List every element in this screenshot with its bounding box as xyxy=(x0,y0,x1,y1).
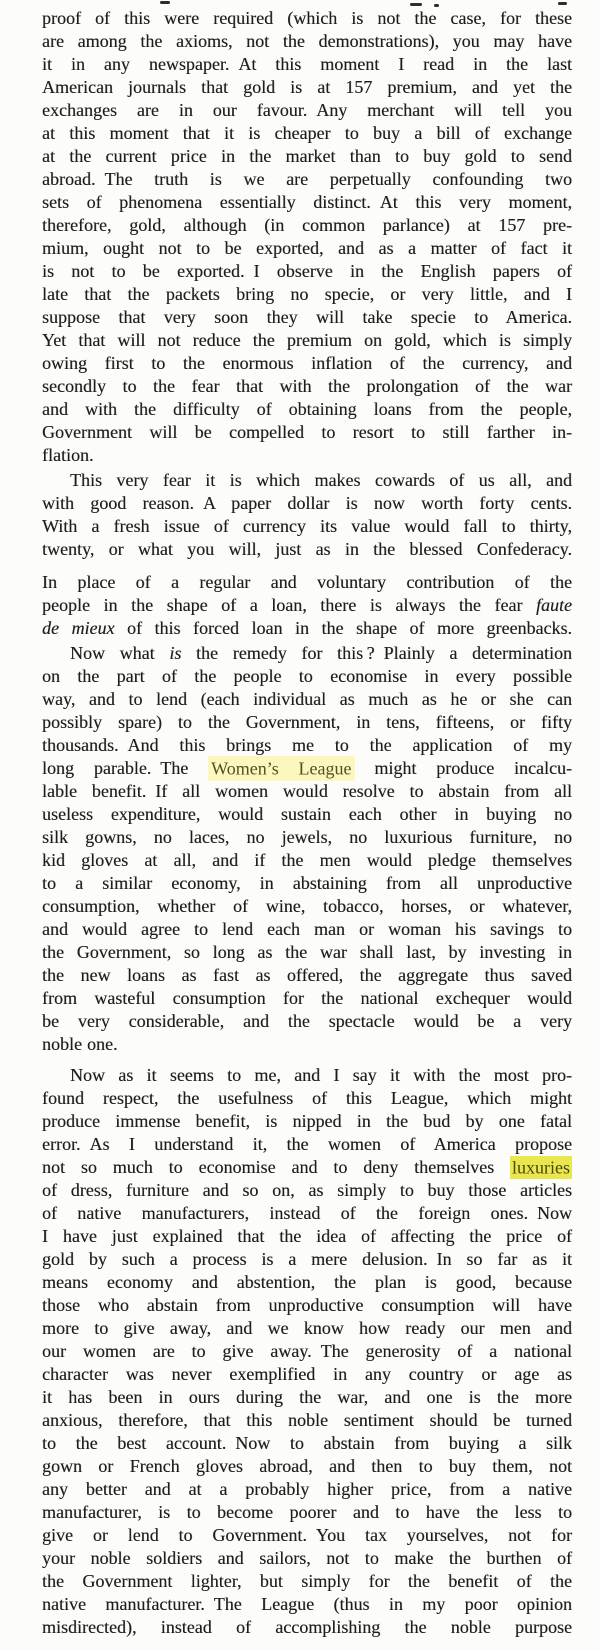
text-segment: the Government lighter, but simply for the benefit of the xyxy=(42,1571,572,1591)
text-line xyxy=(42,7,572,30)
text-line xyxy=(42,1455,572,1478)
text-segment: at the current price in the market than to buy gold to send xyxy=(42,146,572,166)
text-segment: proof of this were required (which is not the case, for these xyxy=(42,8,572,28)
text-segment: are among the axioms, not the demonstrations), you may have xyxy=(42,31,572,51)
text-line xyxy=(42,1386,572,1409)
page-text xyxy=(42,7,572,1639)
text-segment: the new loans as fast as offered, the aggregate thus saved xyxy=(42,965,572,985)
text-segment: owing first to the enormous inflation of the currency, and xyxy=(42,353,572,373)
text-line xyxy=(42,1570,572,1593)
text-segment: flation. xyxy=(42,445,94,465)
text-segment: silk gowns, no laces, no jewels, no luxurious furniture, no xyxy=(42,827,572,847)
crop-artifact-mark xyxy=(434,4,439,7)
text-line xyxy=(42,352,572,375)
text-line xyxy=(42,1110,572,1133)
italic-text-segment: faute xyxy=(536,595,572,615)
italic-text-segment: de mieux xyxy=(42,618,115,638)
crop-artifact-mark xyxy=(410,3,422,6)
text-line xyxy=(42,168,572,191)
text-segment: possibly spare) to the Government, in tens, fifteens, or fifty xyxy=(42,712,572,732)
text-segment: therefore, gold, although (in common parlance) at 157 pre- xyxy=(42,215,572,235)
text-segment: With a fresh issue of currency its value would fall to thirty, xyxy=(42,516,572,536)
text-line xyxy=(42,538,572,561)
text-segment: exchanges are in our favour. Any merchant will tell you xyxy=(42,100,572,120)
text-segment: it in any newspaper. At this moment I read in the last xyxy=(42,54,572,74)
text-segment: late that the packets bring no specie, or very little, and I xyxy=(42,284,572,304)
text-line xyxy=(42,1202,572,1225)
text-line xyxy=(42,1033,572,1056)
text-segment: kid gloves at all, and if the men would pledge themselves xyxy=(42,850,572,870)
text-line xyxy=(42,1340,572,1363)
text-segment: to the best account. Now to abstain from buying a silk xyxy=(42,1433,572,1453)
text-line xyxy=(42,375,572,398)
text-segment: our women are to give away. The generosity of a national xyxy=(42,1341,572,1361)
text-segment: way, and to lend (each individual as much as he or she can xyxy=(42,689,572,709)
text-segment: the Government, so long as the war shall last, by investing in xyxy=(42,942,572,962)
text-line xyxy=(42,918,572,941)
text-line xyxy=(42,642,572,665)
text-line xyxy=(42,1271,572,1294)
text-segment: might produce incalcu- xyxy=(354,758,572,778)
paragraph xyxy=(42,571,572,640)
text-line xyxy=(42,1294,572,1317)
text-segment: it has been in ours during the war, and one is the more xyxy=(42,1387,572,1407)
text-line xyxy=(42,1225,572,1248)
text-segment: of native manufacturers, instead of the foreign ones. Now xyxy=(42,1203,572,1223)
text-line xyxy=(42,1179,572,1202)
text-segment: Now as it seems to me, and I say it with the most pro- xyxy=(70,1065,572,1085)
text-segment: gown or French gloves abroad, and then to buy them, not xyxy=(42,1456,572,1476)
text-segment: misdirected), instead of accomplishing the noble purpose xyxy=(42,1617,572,1637)
text-segment: manufacturer, is to become poorer and to have the less to xyxy=(42,1502,572,1522)
text-line xyxy=(42,329,572,352)
paragraph xyxy=(42,469,572,561)
text-segment: be very considerable, and the spectacle would be a very xyxy=(42,1011,572,1031)
text-segment: produce immense benefit, is nipped in the bud by one fatal xyxy=(42,1111,572,1131)
text-segment: and with the difficulty of obtaining loans from the people, xyxy=(42,399,572,419)
text-segment: This very fear it is which makes cowards of us all, and xyxy=(70,470,572,490)
text-line xyxy=(42,711,572,734)
text-line xyxy=(42,237,572,260)
text-segment: mium, ought not to be exported, and as a matter of fact it xyxy=(42,238,572,258)
text-segment: any better and at a probably higher price, from a native xyxy=(42,1479,572,1499)
text-segment: on the part of the people to economise in every possible xyxy=(42,666,572,686)
text-line xyxy=(42,1432,572,1455)
text-segment: Government will be compelled to resort to still farther in- xyxy=(42,422,572,442)
text-line xyxy=(42,515,572,538)
text-segment: with good reason. A paper dollar is now worth forty cents. xyxy=(42,493,572,513)
crop-artifact-mark xyxy=(160,1,170,4)
text-segment: the remedy for this ? Plainly a determination xyxy=(181,643,572,663)
text-segment: and would agree to lend each man or woman his savings to xyxy=(42,919,572,939)
text-segment: means economy and abstention, the plan is good, because xyxy=(42,1272,572,1292)
text-line xyxy=(42,964,572,987)
text-line xyxy=(42,76,572,99)
text-line xyxy=(42,1317,572,1340)
text-line xyxy=(42,1064,572,1087)
text-segment: thousands. And this brings me to the application of my xyxy=(42,735,572,755)
paragraph xyxy=(42,7,572,467)
text-line xyxy=(42,849,572,872)
text-line xyxy=(42,469,572,492)
text-segment: suppose that very soon they will take specie to America. xyxy=(42,307,572,327)
text-segment: useless expenditure, would sustain each other in buying no xyxy=(42,804,572,824)
text-segment: character was never exemplified in any country or age as xyxy=(42,1364,572,1384)
text-segment: native manufacturer. The League (thus in my poor opinion xyxy=(42,1594,572,1614)
text-segment: found respect, the usefulness of this League, which might xyxy=(42,1088,572,1108)
text-line xyxy=(42,1547,572,1570)
text-segment: give or lend to Government. You tax yourselves, not for xyxy=(42,1525,572,1545)
text-line xyxy=(42,734,572,757)
text-segment: of dress, furniture and so on, as simply to buy those articles xyxy=(42,1180,572,1200)
text-segment: from wasteful consumption for the national exchequer would xyxy=(42,988,572,1008)
text-segment: error. As I understand it, the women of America propose xyxy=(42,1134,572,1154)
text-line xyxy=(42,283,572,306)
text-segment: anxious, therefore, that this noble sentiment should be turned xyxy=(42,1410,572,1430)
text-line xyxy=(42,1248,572,1271)
text-line xyxy=(42,1409,572,1432)
text-line xyxy=(42,421,572,444)
text-segment: not so much to economise and to deny themselves xyxy=(42,1157,510,1177)
paragraph xyxy=(42,642,572,1056)
text-segment: noble one. xyxy=(42,1034,118,1054)
text-segment: lable benefit. If all women would resolve to abstain from all xyxy=(42,781,572,801)
search-highlight: luxuries xyxy=(512,1157,570,1177)
text-line xyxy=(42,444,572,467)
text-segment: at this moment that it is cheaper to buy a bill of exchange xyxy=(42,123,572,143)
text-segment: those who abstain from unproductive consumption will have xyxy=(42,1295,572,1315)
text-line xyxy=(42,122,572,145)
text-segment: people in the shape of a loan, there is always the fear xyxy=(42,595,536,615)
text-segment: In place of a regular and voluntary contribution of the xyxy=(42,572,572,592)
italic-text-segment: is xyxy=(169,643,182,663)
text-line xyxy=(42,53,572,76)
text-segment: American journals that gold is at 157 premium, and yet the xyxy=(42,77,572,97)
text-line xyxy=(42,492,572,515)
text-line xyxy=(42,826,572,849)
text-line xyxy=(42,571,572,594)
text-segment: is not to be exported. I observe in the English papers of xyxy=(42,261,572,281)
text-segment: gold by such a process is a mere delusion. In so far as it xyxy=(42,1249,572,1269)
text-segment: secondly to the fear that with the prolongation of the war xyxy=(42,376,572,396)
text-segment: of this forced loan in the shape of more greenbacks. xyxy=(114,618,572,638)
text-segment: I have just explained that the idea of affecting the price of xyxy=(42,1226,572,1246)
text-line xyxy=(42,872,572,895)
text-segment: your noble soldiers and sailors, not to make the burthen of xyxy=(42,1548,572,1568)
search-highlight: Women’s League xyxy=(208,756,354,782)
text-line xyxy=(42,191,572,214)
text-line xyxy=(42,1501,572,1524)
text-line xyxy=(42,1363,572,1386)
text-line xyxy=(42,30,572,53)
text-line xyxy=(42,1616,572,1639)
text-line xyxy=(42,780,572,803)
text-line xyxy=(42,757,572,780)
text-line xyxy=(42,1593,572,1616)
text-line xyxy=(42,1524,572,1547)
text-segment: Yet that will not reduce the premium on gold, which is simply xyxy=(42,330,572,350)
text-line xyxy=(42,99,572,122)
text-segment: twenty, or what you will, just as in the blessed Confederacy. xyxy=(42,539,572,559)
text-line xyxy=(42,617,572,640)
text-line xyxy=(42,987,572,1010)
text-line xyxy=(42,665,572,688)
text-segment: sets of phenomena essentially distinct. At this very moment, xyxy=(42,192,572,212)
text-segment: abroad. The truth is we are perpetually confounding two xyxy=(42,169,572,189)
text-segment: consumption, whether of wine, tobacco, horses, or whatever, xyxy=(42,896,572,916)
text-line xyxy=(42,803,572,826)
crop-artifact-mark xyxy=(558,2,567,5)
text-line xyxy=(42,1156,572,1179)
text-line xyxy=(42,260,572,283)
text-line xyxy=(42,895,572,918)
text-line xyxy=(42,688,572,711)
text-line xyxy=(42,145,572,168)
text-segment: more to give away, and we know how ready our men and xyxy=(42,1318,572,1338)
text-line xyxy=(42,214,572,237)
text-line xyxy=(42,594,572,617)
text-line xyxy=(42,1010,572,1033)
text-line xyxy=(42,1133,572,1156)
paragraph xyxy=(42,1064,572,1639)
text-segment: long parable. The xyxy=(42,758,209,778)
text-segment: Now what xyxy=(70,643,170,663)
text-segment: to a similar economy, in abstaining from all unproductive xyxy=(42,873,572,893)
text-line xyxy=(42,1478,572,1501)
text-line xyxy=(42,306,572,329)
text-line xyxy=(42,941,572,964)
text-line xyxy=(42,1087,572,1110)
text-line xyxy=(42,398,572,421)
